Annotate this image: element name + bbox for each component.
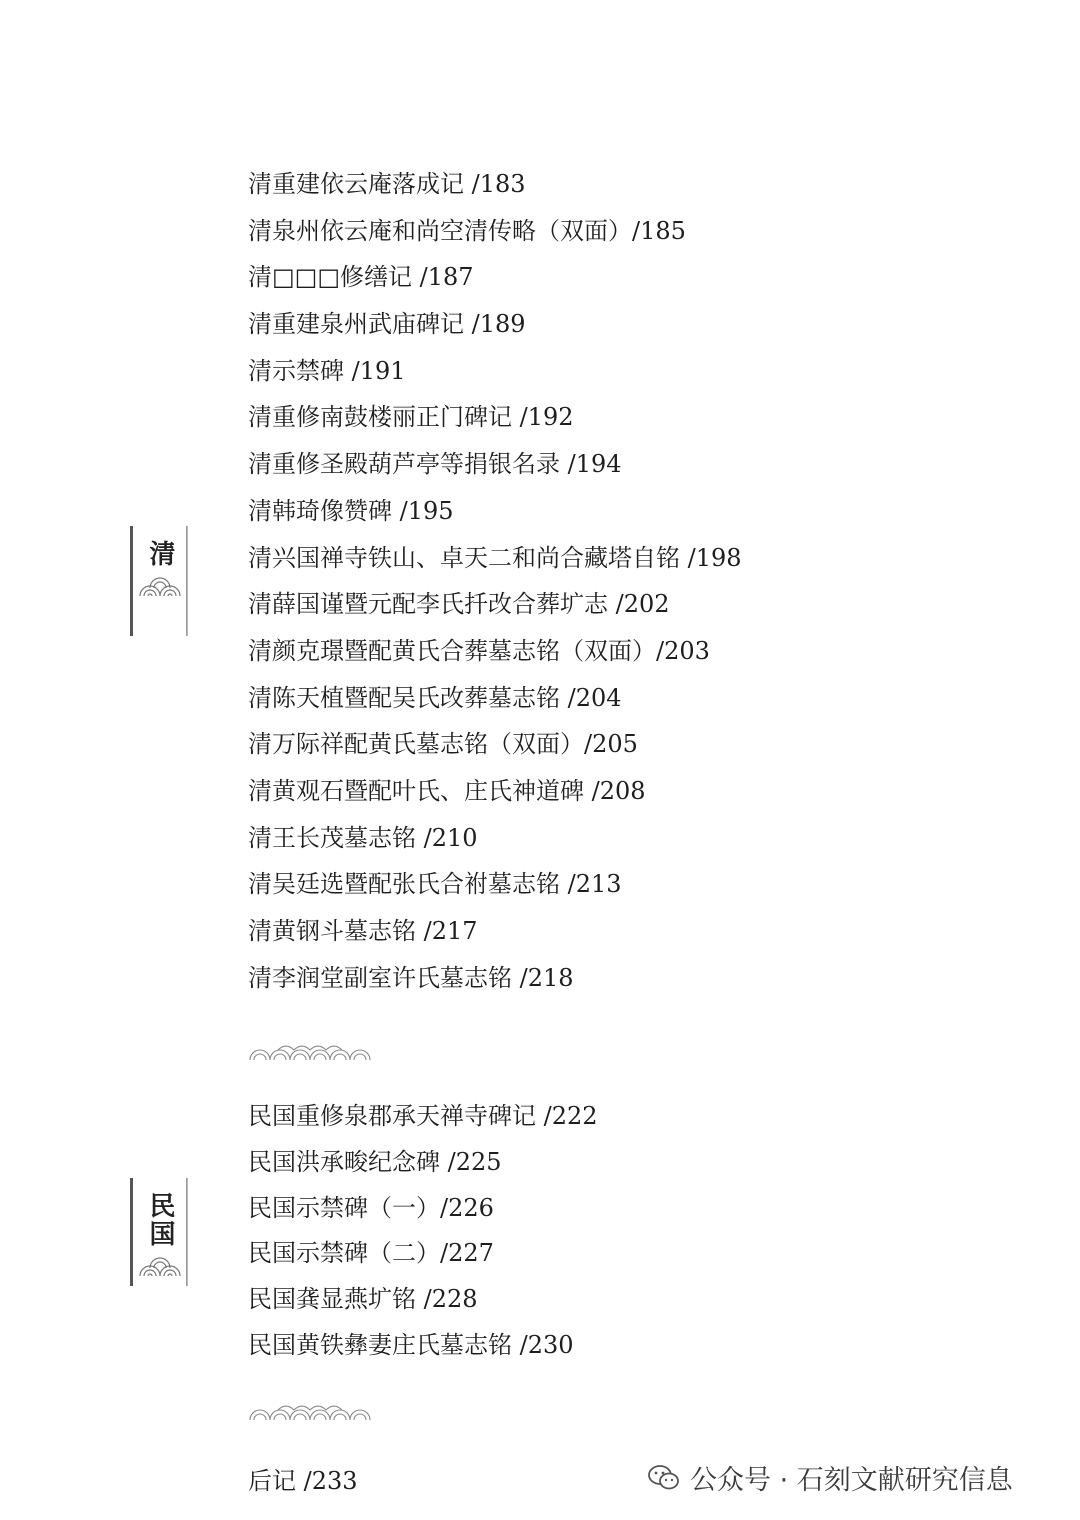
list-item: 清王长茂墓志铭 /210 bbox=[248, 823, 478, 852]
wechat-icon bbox=[648, 1464, 680, 1492]
list-item: 清示禁碑 /191 bbox=[248, 356, 406, 385]
list-item: 清泉州依云庵和尚空清传略（双面）/185 bbox=[248, 216, 686, 245]
list-item: 民国洪承畯纪念碑 /225 bbox=[248, 1147, 502, 1176]
list-item: 清重修南鼓楼丽正门碑记 /192 bbox=[248, 403, 574, 432]
list-item: 清重建泉州武庙碑记 /189 bbox=[248, 310, 526, 339]
qing-entry-list bbox=[248, 161, 742, 1001]
list-item: 民国示禁碑（一）/226 bbox=[248, 1193, 494, 1222]
wave-divider-icon bbox=[248, 1400, 378, 1422]
list-item: 民国示禁碑（二）/227 bbox=[248, 1239, 494, 1268]
section-tab-label: 民国 bbox=[145, 1192, 175, 1248]
watermark bbox=[648, 1458, 1013, 1497]
list-item: 清吴廷选暨配张氏合祔墓志铭 /213 bbox=[248, 870, 622, 899]
list-item: 民国黄铁彝妻庄氏墓志铭 /230 bbox=[248, 1330, 574, 1359]
section-tab-minguo bbox=[130, 1178, 188, 1286]
section-tab-qing bbox=[130, 526, 188, 636]
minguo-entry-list bbox=[248, 1094, 598, 1369]
list-item: 清重修圣殿葫芦亭等捐银名录 /194 bbox=[248, 450, 622, 479]
section-tab-label: 清 bbox=[145, 540, 175, 568]
list-item: 清李润堂副室许氏墓志铭 /218 bbox=[248, 963, 574, 992]
list-item: 清□□□修缮记 /187 bbox=[248, 263, 474, 292]
list-item: 清陈天植暨配吴氏改葬墓志铭 /204 bbox=[248, 683, 622, 712]
list-item: 民国龚显燕圹铭 /228 bbox=[248, 1285, 478, 1314]
list-item: 清黄钢斗墓志铭 /217 bbox=[248, 917, 478, 945]
afterword-entry: 后记 /233 bbox=[248, 1467, 358, 1495]
list-item: 清薛国谨暨元配李氏扦改合葬圹志 /202 bbox=[248, 590, 670, 619]
watermark-text: 公众号 · 石刻文献研究信息 bbox=[690, 1465, 1013, 1496]
list-item: 清韩琦像赞碑 /195 bbox=[248, 496, 454, 525]
wave-divider-icon bbox=[248, 1040, 378, 1062]
list-item: 清颜克璟暨配黄氏合葬墓志铭（双面）/203 bbox=[248, 636, 710, 665]
list-item: 清兴国禅寺铁山、卓天二和尚合藏塔自铭 /198 bbox=[248, 543, 742, 572]
list-item: 清万际祥配黄氏墓志铭（双面）/205 bbox=[248, 730, 638, 759]
list-item: 清黄观石暨配叶氏、庄氏神道碑 /208 bbox=[248, 776, 646, 805]
list-item: 清重建依云庵落成记 /183 bbox=[248, 170, 526, 198]
list-item: 民国重修泉郡承天禅寺碑记 /222 bbox=[248, 1102, 598, 1130]
wave-ornament-icon bbox=[137, 574, 183, 598]
wave-ornament-icon bbox=[137, 1254, 183, 1278]
